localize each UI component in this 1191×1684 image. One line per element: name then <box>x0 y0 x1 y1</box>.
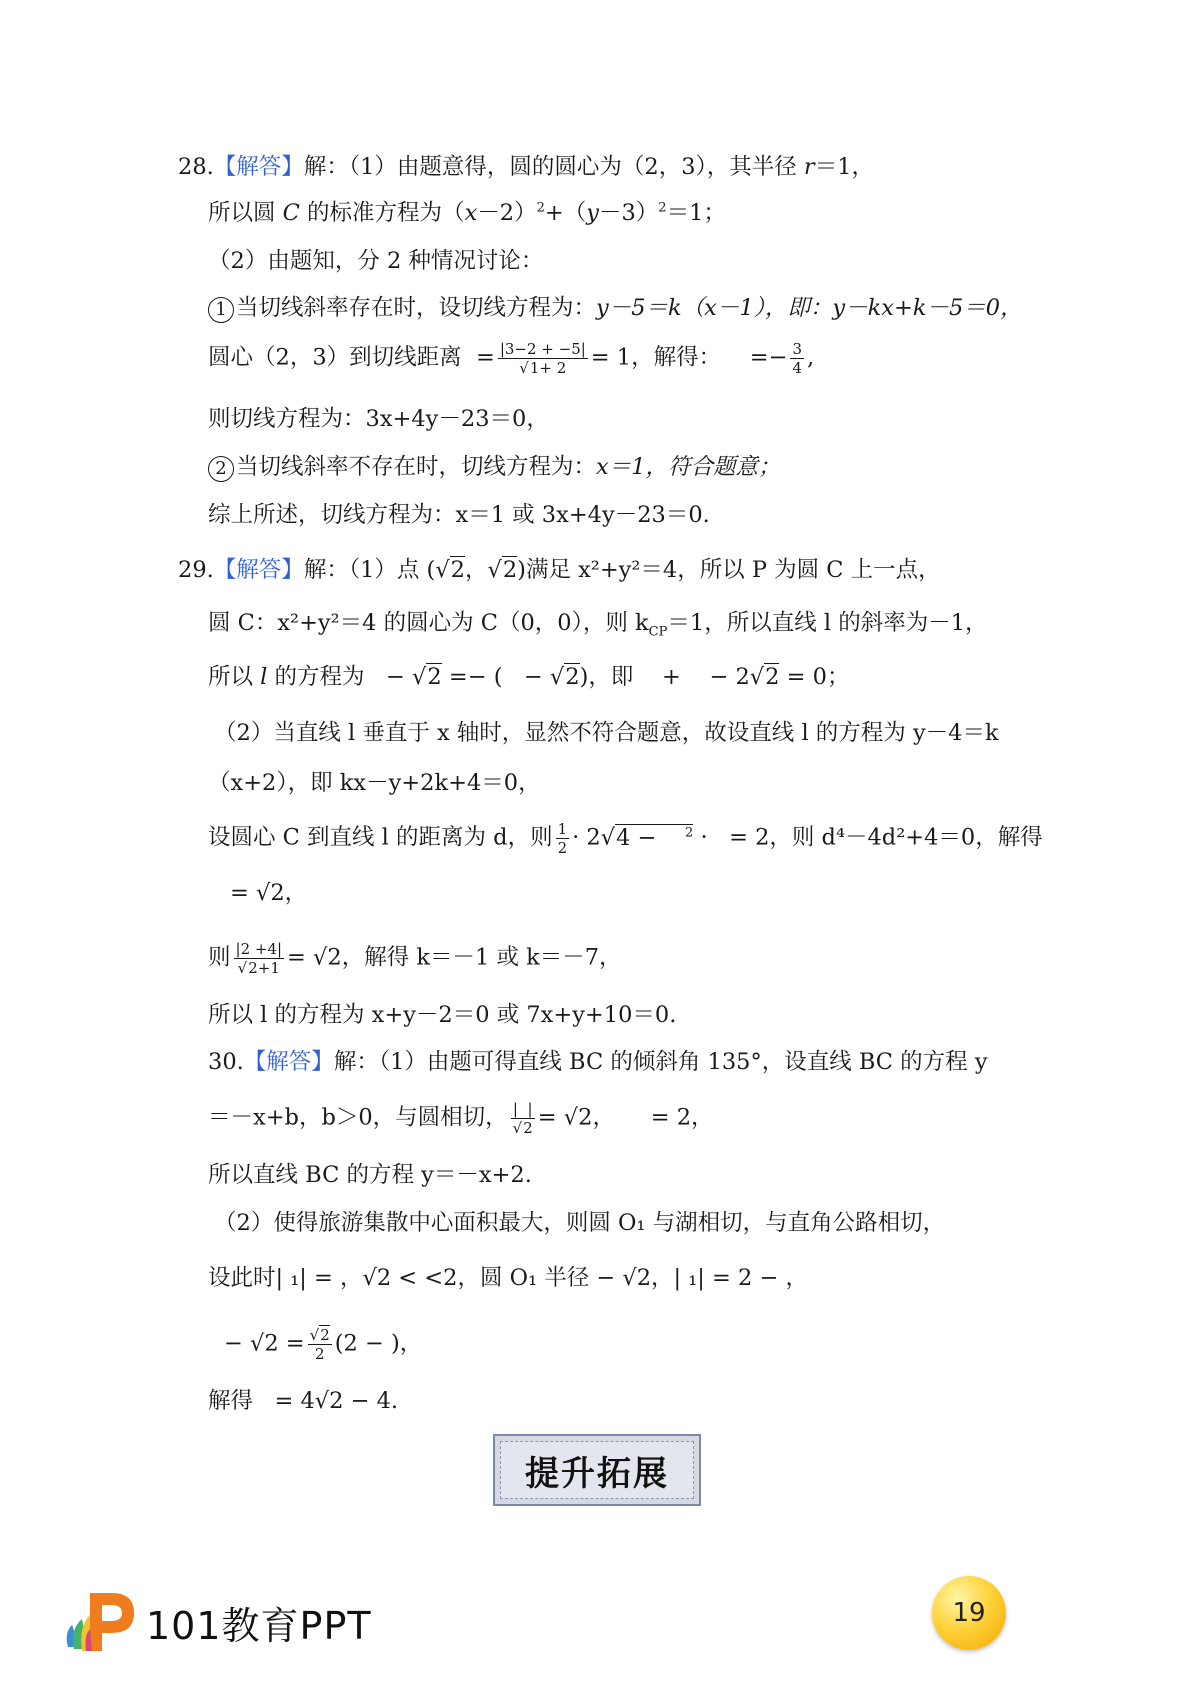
q28-line-7: 2 当切线斜率不存在时，切线方程为：x＝1，符合题意； <box>208 452 781 482</box>
q30-line-1: 30.【解答】解：（1）由题可得直线 BC 的倾斜角 135°，设直线 BC 的方程 y <box>208 1049 988 1075</box>
q28-slope-fraction: $\frac{3}{4}$ <box>792 340 802 377</box>
q29-k-fraction: $\frac{|2 +4|}{√2+1}$ <box>235 940 283 977</box>
circled-two-icon: 2 <box>208 456 234 482</box>
q29-line-5: （x+2），即 kx－y+2k+4＝0， <box>208 770 541 796</box>
page-number-badge: 19 <box>932 1576 1006 1650</box>
q28-number: 28. <box>178 154 214 180</box>
q30-line-2: ＝－x+b，b＞0，与圆相切， $\frac{| |}{√2}$ = √2， = 2， <box>208 1100 714 1137</box>
q29-line-9: 所以 l 的方程为 x+y－2＝0 或 7x+y+10＝0. <box>208 1002 677 1028</box>
q29-line-8: 则 $\frac{|2 +4|}{√2+1}$ = √2，解得 k＝－1 或 k＝－7， <box>208 940 622 977</box>
q30-line-6: − √2 = $\frac{√2}{2}$ (2 − )， <box>224 1326 423 1363</box>
q29-line-1: 29.【解答】解：（1）点 (√2，√2)满足 x²+y²＝4，所以 P 为圆 C 上一点， <box>178 557 941 583</box>
q28-line-2: 所以圆 C 的标准方程为$(x-2)^2+(y-3)^2=1$； <box>208 200 726 226</box>
q30-line-5: 设此时| ₁| = ，√2 < <2，圆 O₁ 半径 − √2，| ₁| = 2 − ， <box>208 1265 809 1291</box>
q29-number: 29. <box>178 557 214 583</box>
q30-answer-tag: 【解答】 <box>243 1049 334 1075</box>
banner-title: 提升拓展 <box>500 1441 694 1499</box>
q28-answer-tag: 【解答】 <box>213 154 304 180</box>
q28-line-5: 圆心（2，3）到切线距离 = $\frac{|3-2 + -5|}{√1+ 2}$ = 1，解得： =− $\frac{3}{4}$ , <box>208 340 815 377</box>
q28-line-4: 1 当切线斜率存在时，设切线方程为：y－5＝k（x－1），即：y－kx+k－5＝0， <box>208 293 1023 323</box>
q30-line-4: （2）使得旅游集散中心面积最大，则圆 O₁ 与湖相切，与直角公路相切， <box>214 1210 946 1236</box>
q29-line-3: 所以 l 的方程为 − √2 =− ( − √2)，即 + − 2√2 = 0； <box>208 664 850 690</box>
q28-distance-fraction: $\frac{|3-2 + -5|}{√1+ 2}$ <box>499 340 586 377</box>
brand-p-icon <box>62 1585 138 1655</box>
q29-line-6: 设圆心 C 到直线 l 的距离为 d，则 $\frac{1}{2}$ · 2√4 − $^2$ · = 2，则 d⁴－4d²+4＝0，解得 <box>208 820 1043 857</box>
q29-line-4: （2）当直线 l 垂直于 x 轴时，显然不符合题意，故设直线 l 的方程为 y－4＝k <box>214 720 999 746</box>
q30-line-3: 所以直线 BC 的方程 y＝－x+2. <box>208 1162 532 1188</box>
q30-line-7: 解得 = 4√2 − 4. <box>208 1388 399 1414</box>
q28-line-3: （2）由题知，分 2 种情况讨论： <box>208 248 544 274</box>
circled-one-icon: 1 <box>208 297 234 323</box>
q30-number: 30. <box>208 1049 244 1075</box>
brand-logo <box>62 1585 372 1655</box>
q29-line-2: 圆 C：x²+y²＝4 的圆心为 C（0，0），则 $k_{CP}=1$，所以直线 l 的斜率为－1， <box>208 610 988 640</box>
q29-answer-tag: 【解答】 <box>213 557 304 583</box>
q28-line-6: 则切线方程为：3x+4y－23＝0， <box>208 406 549 432</box>
q28-line-1: 28.【解答】解：（1）由题意得，圆的圆心为（2，3），其半径 r＝1， <box>178 154 875 180</box>
section-banner <box>493 1434 701 1506</box>
brand-name: 101教育PPT <box>146 1604 372 1648</box>
q28-line-8: 综上所述，切线方程为：x＝1 或 3x+4y－23＝0. <box>208 502 710 528</box>
q29-line-7: = √2， <box>230 880 308 906</box>
